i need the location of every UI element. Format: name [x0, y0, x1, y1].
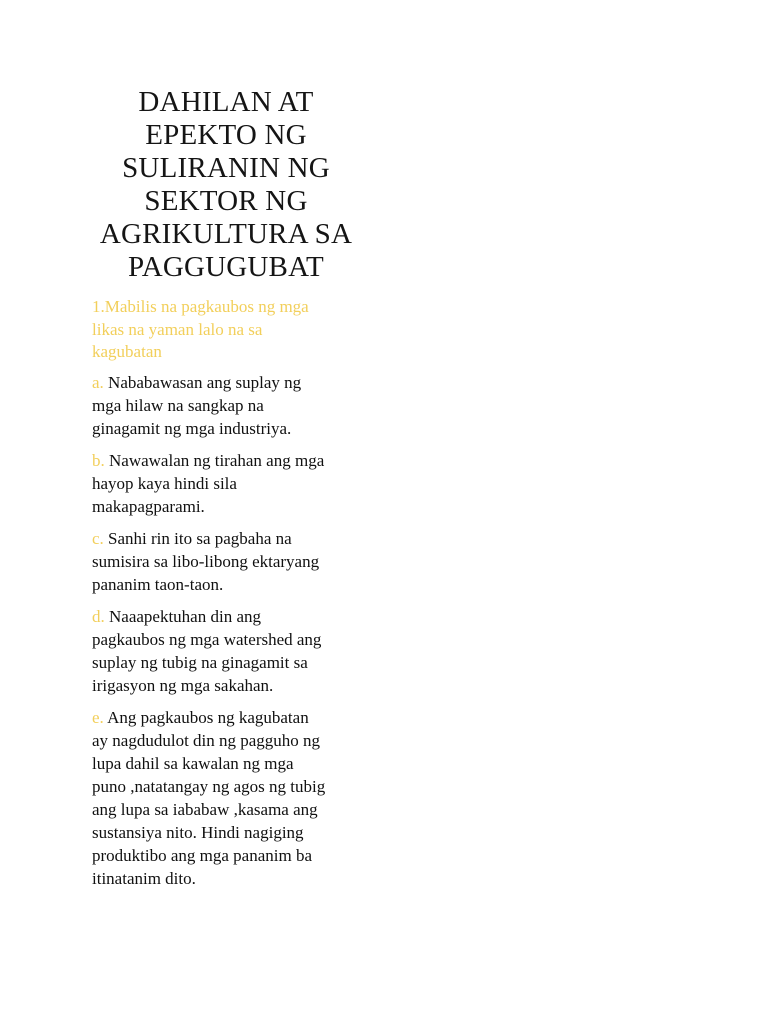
heading-line: kagubatan	[92, 342, 162, 361]
item-letter: a.	[92, 373, 104, 392]
item-first-line	[92, 371, 367, 394]
item-first-line	[92, 706, 367, 729]
item-line: sumisira sa libo-libong ektaryang	[92, 552, 320, 571]
item-line: irigasyon ng mga sakahan.	[92, 676, 274, 695]
list-item	[92, 605, 367, 697]
item-text: Nawawalan ng tirahan ang mga	[109, 451, 325, 470]
item-line: puno ,natatangay ng agos ng tubig	[92, 777, 326, 796]
item-line: ang lupa sa iababaw ,kasama ang	[92, 800, 318, 819]
item-line: pagkaubos ng mga watershed ang	[92, 630, 322, 649]
title-line: EPEKTO NG	[145, 119, 307, 151]
item-line: ginagamit ng mga industriya.	[92, 419, 292, 438]
item-first-line	[92, 527, 367, 550]
item-text: Sanhi rin ito sa pagbaha na	[108, 529, 292, 548]
document-title	[92, 86, 360, 284]
title-line: DAHILAN AT	[138, 86, 314, 118]
title-line: SULIRANIN NG	[122, 152, 330, 184]
heading-line: 1.Mabilis na pagkaubos ng mga	[92, 297, 309, 316]
item-line: lupa dahil sa kawalan ng mga	[92, 754, 294, 773]
title-line: SEKTOR NG	[144, 185, 308, 217]
title-line: PAGGUGUBAT	[128, 251, 324, 283]
section-heading	[92, 296, 362, 364]
item-first-line	[92, 605, 367, 628]
item-text: Naaapektuhan din ang	[109, 607, 261, 626]
item-line: pananim taon-taon.	[92, 575, 224, 594]
item-text: Ang pagkaubos ng kagubatan	[107, 708, 309, 727]
item-line: ay nagdudulot din ng pagguho ng	[92, 731, 321, 750]
list-item	[92, 527, 367, 596]
item-letter: b.	[92, 451, 105, 470]
heading-line: likas na yaman lalo na sa	[92, 319, 263, 339]
title-line: AGRIKULTURA SA	[99, 218, 353, 250]
item-line: suplay ng tubig na ginagamit sa	[92, 653, 308, 672]
item-first-line	[92, 449, 367, 472]
list-item	[92, 371, 367, 440]
item-letter: d.	[92, 607, 105, 626]
item-text: Nababawasan ang suplay ng	[108, 373, 302, 392]
item-line: hayop kaya hindi sila	[92, 474, 237, 493]
item-letter: c.	[92, 529, 104, 548]
effects-list	[92, 371, 367, 899]
item-line: sustansiya nito. Hindi nagiging	[92, 823, 304, 842]
item-line: itinatanim dito.	[92, 869, 196, 888]
item-line: produktibo ang mga pananim ba	[92, 846, 313, 865]
list-item	[92, 449, 367, 518]
list-item	[92, 706, 367, 890]
item-line: makapagparami.	[92, 497, 205, 516]
item-letter: e.	[92, 708, 104, 727]
item-line: mga hilaw na sangkap na	[92, 396, 264, 415]
